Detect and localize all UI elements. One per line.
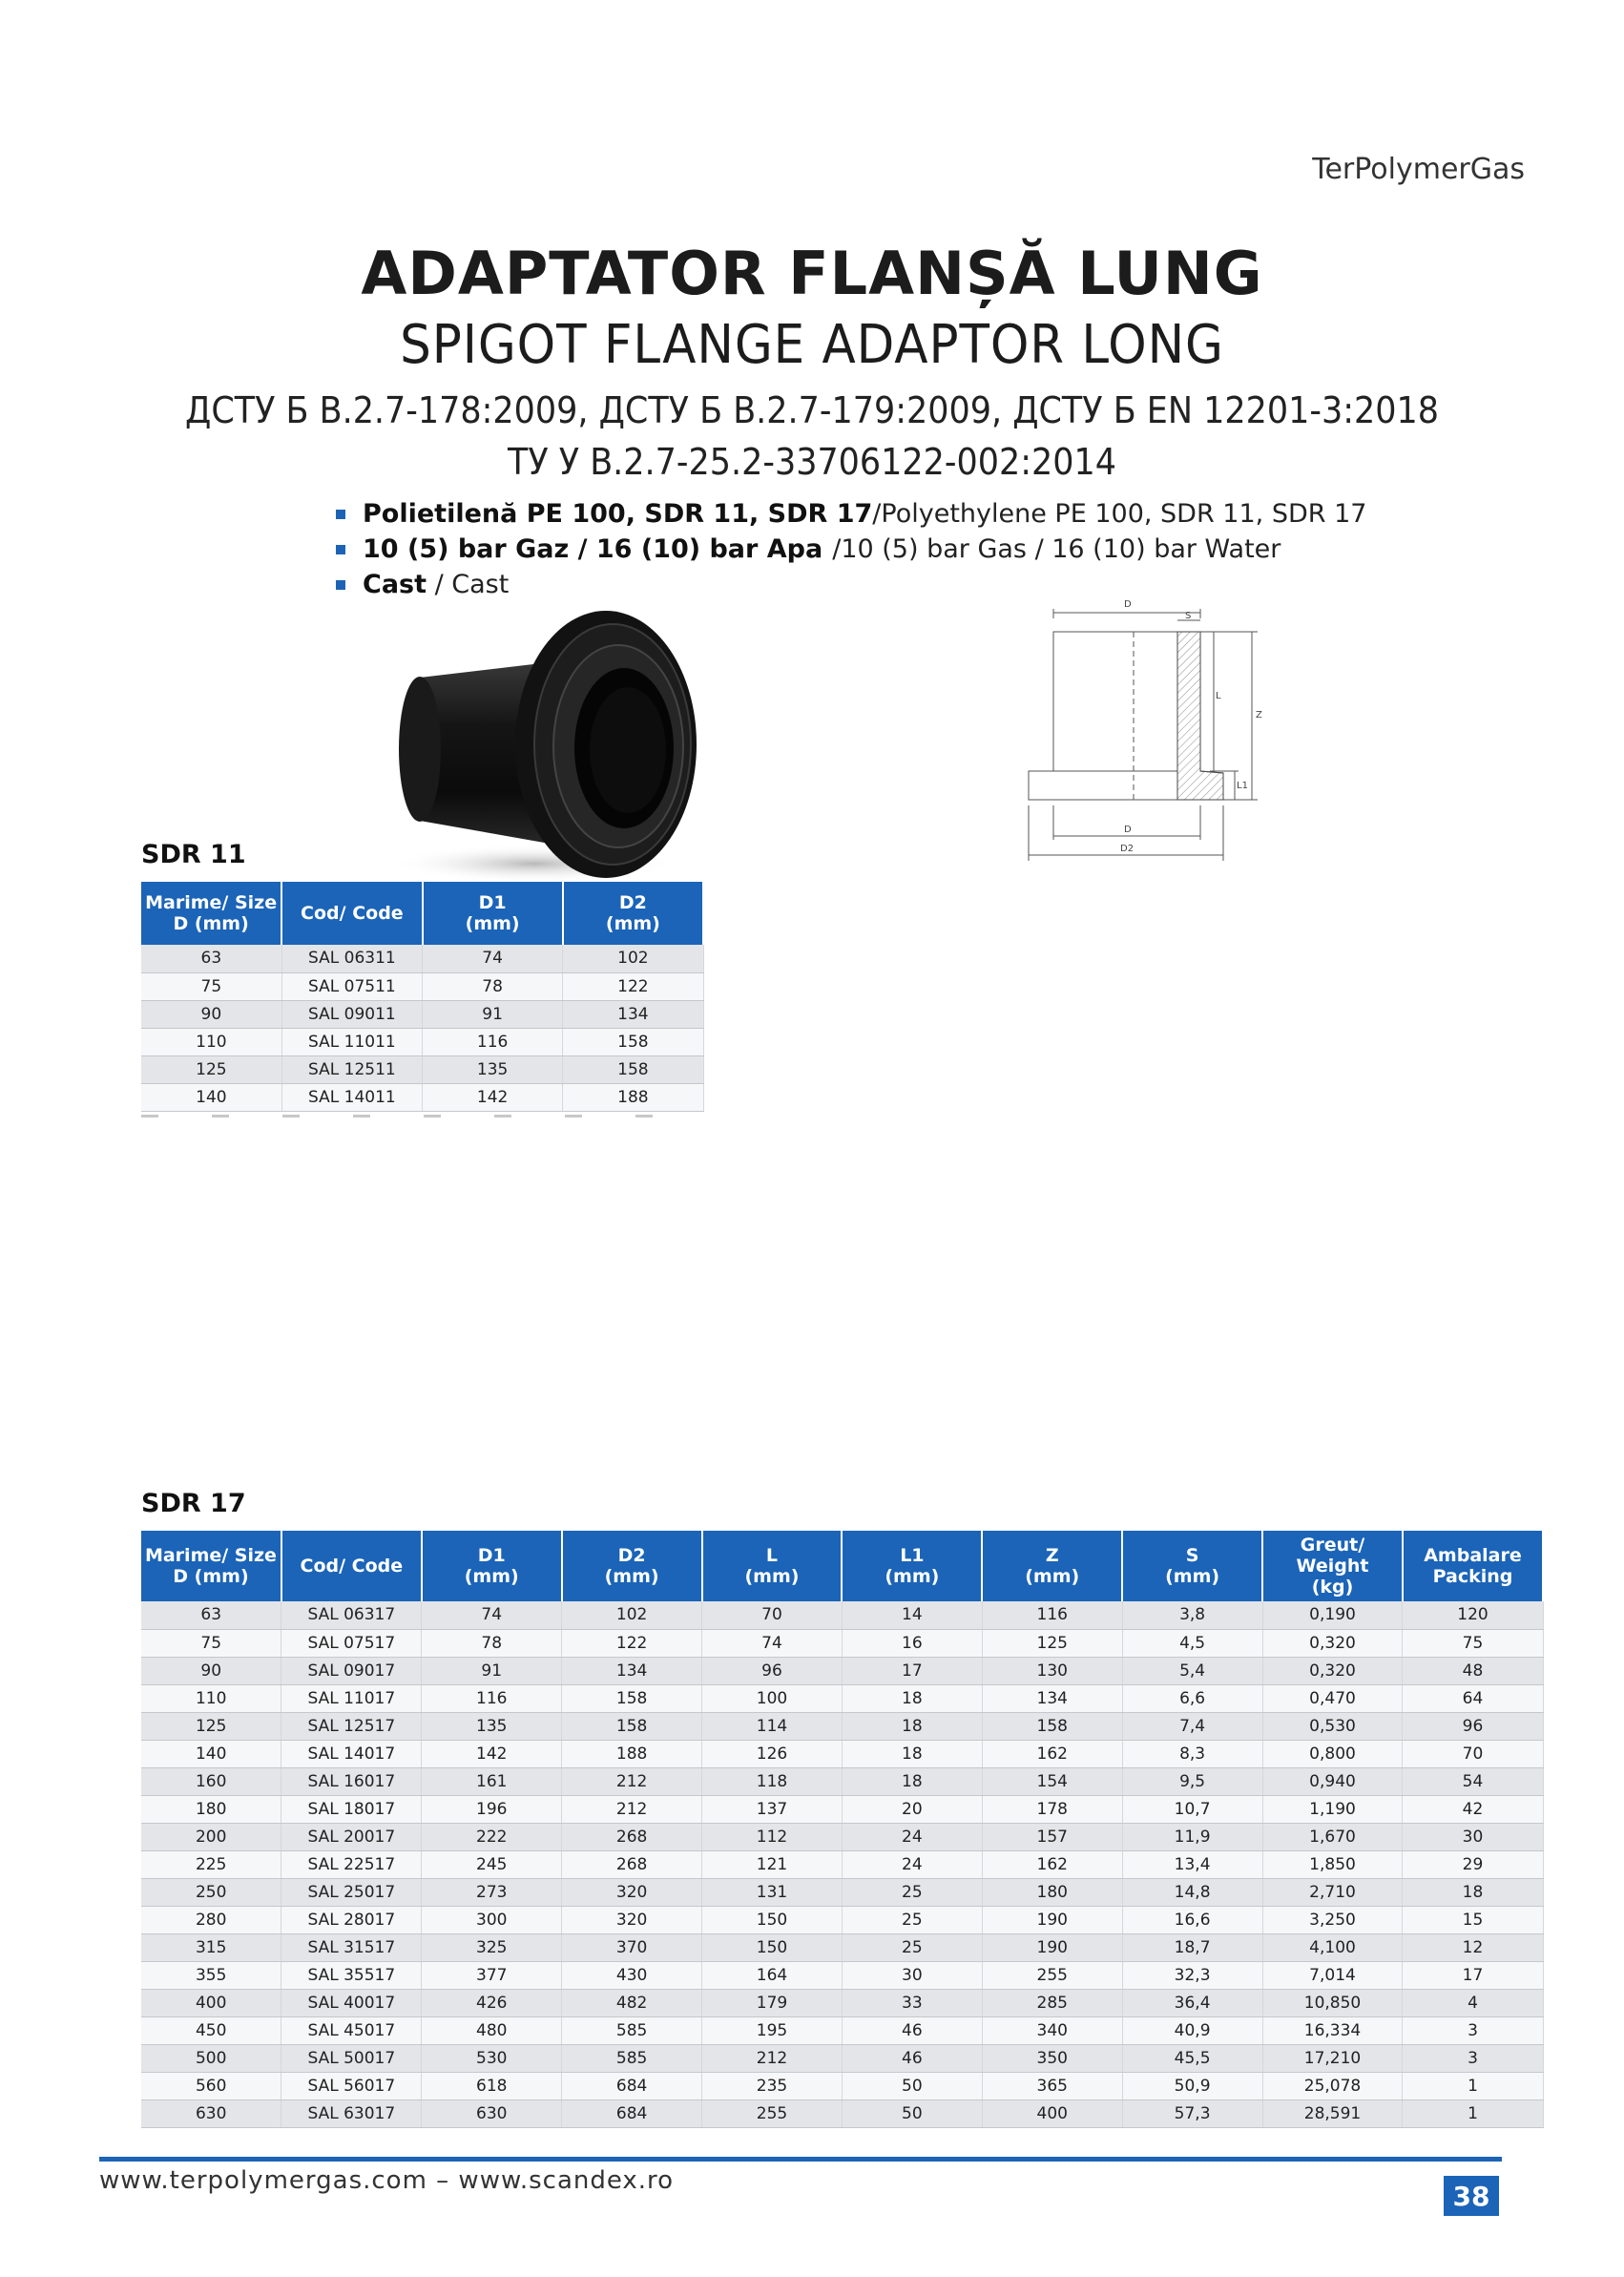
table-cell: 25,078 bbox=[1262, 2072, 1403, 2099]
table-cell: 355 bbox=[141, 1961, 281, 1989]
table-cell: 7,014 bbox=[1262, 1961, 1403, 1989]
table-cell: 320 bbox=[562, 1906, 702, 1933]
table-cell: 30 bbox=[1403, 1823, 1543, 1850]
table-cell: 46 bbox=[842, 2044, 982, 2072]
table-cell: 30 bbox=[842, 1961, 982, 1989]
table-cell: 74 bbox=[422, 1601, 562, 1629]
table-cell: 10,850 bbox=[1262, 1989, 1403, 2016]
table-cell: 162 bbox=[982, 1850, 1122, 1878]
table-cell: 3 bbox=[1403, 2016, 1543, 2044]
table-cell: 268 bbox=[562, 1850, 702, 1878]
feature-separator: / bbox=[832, 534, 842, 564]
col-header: D2 (mm) bbox=[563, 882, 703, 945]
dim-label-d2: D2 bbox=[1120, 844, 1135, 854]
table-cell: 24 bbox=[842, 1823, 982, 1850]
table-row bbox=[141, 972, 703, 1000]
table-cell: 57,3 bbox=[1122, 2099, 1262, 2127]
table-cell: 560 bbox=[141, 2072, 281, 2099]
table-cell: 0,530 bbox=[1262, 1712, 1403, 1740]
table-cell: 16,6 bbox=[1122, 1906, 1262, 1933]
table-cell: 190 bbox=[982, 1906, 1122, 1933]
table-cell: 158 bbox=[563, 1028, 703, 1055]
table-cell: 114 bbox=[702, 1712, 843, 1740]
table-cell: SAL 35517 bbox=[281, 1961, 422, 1989]
table-cell: 212 bbox=[562, 1795, 702, 1823]
table-cell: 430 bbox=[562, 1961, 702, 1989]
table-cell: 212 bbox=[702, 2044, 843, 2072]
dim-label-s: S bbox=[1185, 611, 1192, 621]
table-header-row bbox=[141, 1531, 1543, 1601]
table-cell: SAL 31517 bbox=[281, 1933, 422, 1961]
table-cell: SAL 12511 bbox=[281, 1055, 422, 1083]
table-cell: 190 bbox=[982, 1933, 1122, 1961]
table-cell: 116 bbox=[423, 1028, 563, 1055]
standards-line-1: ДСТУ Б В.2.7-178:2009, ДСТУ Б В.2.7-179:2009, ДСТУ Б EN 12201-3:2018 bbox=[185, 389, 1439, 431]
table-cell: 250 bbox=[141, 1878, 281, 1906]
title-block bbox=[0, 239, 1624, 483]
table-cell: 120 bbox=[1403, 1601, 1543, 1629]
table-cell: 13,4 bbox=[1122, 1850, 1262, 1878]
table-cutoff-line bbox=[141, 1115, 704, 1118]
table-cell: 90 bbox=[141, 1000, 281, 1028]
table-cell: 46 bbox=[842, 2016, 982, 2044]
table-cell: 150 bbox=[702, 1933, 843, 1961]
table-cell: 14,8 bbox=[1122, 1878, 1262, 1906]
table-cell: 280 bbox=[141, 1906, 281, 1933]
sdr11-table-body bbox=[141, 945, 703, 1111]
table-cell: 118 bbox=[702, 1767, 843, 1795]
table-cell: 102 bbox=[563, 945, 703, 972]
table-cell: 110 bbox=[141, 1028, 281, 1055]
table-cell: 1,190 bbox=[1262, 1795, 1403, 1823]
table-cell: SAL 56017 bbox=[281, 2072, 422, 2099]
table-cell: 75 bbox=[141, 1629, 281, 1657]
table-cell: 142 bbox=[423, 1083, 563, 1111]
table-cell: 140 bbox=[141, 1740, 281, 1767]
feature-bold: Cast bbox=[363, 570, 427, 599]
table-row bbox=[141, 1028, 703, 1055]
table-cell: 300 bbox=[422, 1906, 562, 1933]
table-cell: SAL 11017 bbox=[281, 1684, 422, 1712]
feature-bold: 10 (5) bar Gaz / 16 (10) bar Apa bbox=[363, 534, 823, 564]
table-row bbox=[141, 2016, 1543, 2044]
table-cell: 74 bbox=[702, 1629, 843, 1657]
table-cell: 0,190 bbox=[1262, 1601, 1403, 1629]
table-cell: 134 bbox=[563, 1000, 703, 1028]
table-cell: SAL 09011 bbox=[281, 1000, 422, 1028]
table-cell: 255 bbox=[702, 2099, 843, 2127]
table-cell: 370 bbox=[562, 1933, 702, 1961]
table-cell: SAL 50017 bbox=[281, 2044, 422, 2072]
table-cell: SAL 25017 bbox=[281, 1878, 422, 1906]
table-cell: 3,8 bbox=[1122, 1601, 1262, 1629]
table-cell: 0,800 bbox=[1262, 1740, 1403, 1767]
table-cell: 158 bbox=[563, 1055, 703, 1083]
table-cell: 25 bbox=[842, 1906, 982, 1933]
table-cell: SAL 16017 bbox=[281, 1767, 422, 1795]
col-header: L (mm) bbox=[702, 1531, 843, 1601]
table-cell: 131 bbox=[702, 1878, 843, 1906]
table-cell: 195 bbox=[702, 2016, 843, 2044]
table-row bbox=[141, 1629, 1543, 1657]
table-cell: 78 bbox=[422, 1629, 562, 1657]
table-cell: 18,7 bbox=[1122, 1933, 1262, 1961]
feature-item bbox=[336, 532, 1366, 567]
table-cell: 212 bbox=[562, 1767, 702, 1795]
table-cell: 530 bbox=[422, 2044, 562, 2072]
table-cell: 40,9 bbox=[1122, 2016, 1262, 2044]
table-cell: SAL 12517 bbox=[281, 1712, 422, 1740]
table-cell: 96 bbox=[702, 1657, 843, 1684]
table-cell: 91 bbox=[422, 1657, 562, 1684]
table-row bbox=[141, 2044, 1543, 2072]
sdr17-table-body bbox=[141, 1601, 1543, 2127]
table-row bbox=[141, 1906, 1543, 1933]
standards-line-2: ТУ У В.2.7-25.2-33706122-002:2014 bbox=[508, 441, 1116, 483]
table-cell: 18 bbox=[842, 1684, 982, 1712]
table-cell: 121 bbox=[702, 1850, 843, 1878]
feature-separator: / bbox=[872, 499, 882, 529]
footer-links: www.terpolymergas.com – www.scandex.ro bbox=[99, 2166, 675, 2195]
table-row bbox=[141, 1878, 1543, 1906]
table-row bbox=[141, 1684, 1543, 1712]
table-cell: 74 bbox=[423, 945, 563, 972]
table-cell: 684 bbox=[562, 2099, 702, 2127]
col-header: S (mm) bbox=[1122, 1531, 1262, 1601]
table-cell: 1,670 bbox=[1262, 1823, 1403, 1850]
table-cell: 110 bbox=[141, 1684, 281, 1712]
table-row bbox=[141, 1933, 1543, 1961]
table-cell: 268 bbox=[562, 1823, 702, 1850]
table-cell: 75 bbox=[141, 972, 281, 1000]
col-header: Z (mm) bbox=[982, 1531, 1122, 1601]
table-cell: 50 bbox=[842, 2099, 982, 2127]
table-cell: SAL 20017 bbox=[281, 1823, 422, 1850]
table-cell: 140 bbox=[141, 1083, 281, 1111]
table-cell: 29 bbox=[1403, 1850, 1543, 1878]
table-cell: 25 bbox=[842, 1933, 982, 1961]
table-cell: 426 bbox=[422, 1989, 562, 2016]
sdr17-heading: SDR 17 bbox=[141, 1489, 246, 1518]
dim-label-z: Z bbox=[1256, 710, 1262, 721]
table-cell: 158 bbox=[982, 1712, 1122, 1740]
table-cell: 63 bbox=[141, 1601, 281, 1629]
table-row bbox=[141, 1989, 1543, 2016]
technical-drawing bbox=[1019, 584, 1282, 861]
col-header: D2 (mm) bbox=[562, 1531, 702, 1601]
table-cell: 0,320 bbox=[1262, 1657, 1403, 1684]
table-cell: SAL 45017 bbox=[281, 2016, 422, 2044]
table-cell: 164 bbox=[702, 1961, 843, 1989]
table-cell: 18 bbox=[842, 1767, 982, 1795]
page-number: 38 bbox=[1444, 2176, 1499, 2216]
bullet-square-icon bbox=[336, 545, 345, 554]
table-cell: 630 bbox=[422, 2099, 562, 2127]
table-cell: 112 bbox=[702, 1823, 843, 1850]
table-cell: 1,850 bbox=[1262, 1850, 1403, 1878]
table-cell: 15 bbox=[1403, 1906, 1543, 1933]
table-cell: 18 bbox=[842, 1740, 982, 1767]
table-cell: 125 bbox=[141, 1055, 281, 1083]
table-cell: 630 bbox=[141, 2099, 281, 2127]
table-cell: 4,100 bbox=[1262, 1933, 1403, 1961]
table-cell: 158 bbox=[562, 1712, 702, 1740]
table-cell: 7,4 bbox=[1122, 1712, 1262, 1740]
table-cell: 150 bbox=[702, 1906, 843, 1933]
table-cell: SAL 28017 bbox=[281, 1906, 422, 1933]
feature-bold: Polietilenă PE 100, SDR 11, SDR 17 bbox=[363, 499, 873, 529]
table-row bbox=[141, 1712, 1543, 1740]
table-cell: 33 bbox=[842, 1989, 982, 2016]
table-cell: 480 bbox=[422, 2016, 562, 2044]
table-cell: 618 bbox=[422, 2072, 562, 2099]
table-cell: 17,210 bbox=[1262, 2044, 1403, 2072]
table-cell: 160 bbox=[141, 1767, 281, 1795]
table-cell: SAL 07511 bbox=[281, 972, 422, 1000]
table-cell: 91 bbox=[423, 1000, 563, 1028]
brand-name: TerPolymerGas bbox=[1312, 153, 1525, 186]
table-cell: 400 bbox=[982, 2099, 1122, 2127]
table-cell: 325 bbox=[422, 1933, 562, 1961]
dim-label-d: D bbox=[1124, 599, 1132, 610]
table-cell: 158 bbox=[562, 1684, 702, 1712]
table-row bbox=[141, 945, 703, 972]
bullet-square-icon bbox=[336, 510, 345, 519]
table-cell: 25 bbox=[842, 1878, 982, 1906]
table-cell: SAL 18017 bbox=[281, 1795, 422, 1823]
table-cell: 63 bbox=[141, 945, 281, 972]
col-header: L1 (mm) bbox=[842, 1531, 982, 1601]
table-cell: 78 bbox=[423, 972, 563, 1000]
table-cell: SAL 06311 bbox=[281, 945, 422, 972]
table-cell: 10,7 bbox=[1122, 1795, 1262, 1823]
table-cell: 400 bbox=[141, 1989, 281, 2016]
table-cell: 100 bbox=[702, 1684, 843, 1712]
table-cell: 5,4 bbox=[1122, 1657, 1262, 1684]
table-cell: 320 bbox=[562, 1878, 702, 1906]
table-cell: 450 bbox=[141, 2016, 281, 2044]
table-cell: 2,710 bbox=[1262, 1878, 1403, 1906]
col-header: Ambalare Packing bbox=[1403, 1531, 1543, 1601]
table-row bbox=[141, 2072, 1543, 2099]
table-cell: 75 bbox=[1403, 1629, 1543, 1657]
table-cell: 315 bbox=[141, 1933, 281, 1961]
sdr11-table bbox=[141, 882, 704, 1112]
table-cell: 45,5 bbox=[1122, 2044, 1262, 2072]
table-row bbox=[141, 2099, 1543, 2127]
table-cell: SAL 22517 bbox=[281, 1850, 422, 1878]
table-row bbox=[141, 1083, 703, 1111]
table-cell: SAL 11011 bbox=[281, 1028, 422, 1055]
title-romanian: ADAPTATOR FLANȘĂ LUNG bbox=[361, 239, 1263, 308]
table-cell: 102 bbox=[562, 1601, 702, 1629]
col-header: Marime/ Size D (mm) bbox=[141, 882, 281, 945]
table-row bbox=[141, 1850, 1543, 1878]
table-cell: 36,4 bbox=[1122, 1989, 1262, 2016]
table-cell: 122 bbox=[562, 1629, 702, 1657]
product-photo bbox=[391, 601, 706, 888]
table-cell: 482 bbox=[562, 1989, 702, 2016]
table-cell: 273 bbox=[422, 1878, 562, 1906]
table-cell: 20 bbox=[842, 1795, 982, 1823]
table-cell: 178 bbox=[982, 1795, 1122, 1823]
table-cell: 3 bbox=[1403, 2044, 1543, 2072]
dim-label-d-inner: D bbox=[1124, 825, 1132, 835]
table-cell: 161 bbox=[422, 1767, 562, 1795]
table-cell: 1 bbox=[1403, 2099, 1543, 2127]
table-row bbox=[141, 1000, 703, 1028]
table-cell: 54 bbox=[1403, 1767, 1543, 1795]
table-cell: 18 bbox=[1403, 1878, 1543, 1906]
table-cell: 14 bbox=[842, 1601, 982, 1629]
col-header: Cod/ Code bbox=[281, 1531, 422, 1601]
table-cell: 340 bbox=[982, 2016, 1122, 2044]
table-cell: 48 bbox=[1403, 1657, 1543, 1684]
table-cell: 255 bbox=[982, 1961, 1122, 1989]
table-cell: 50 bbox=[842, 2072, 982, 2099]
table-cell: 180 bbox=[982, 1878, 1122, 1906]
table-row bbox=[141, 1823, 1543, 1850]
table-cell: 16,334 bbox=[1262, 2016, 1403, 2044]
title-english: SPIGOT FLANGE ADAPTOR LONG bbox=[400, 314, 1224, 376]
table-cell: 70 bbox=[1403, 1740, 1543, 1767]
table-cell: 24 bbox=[842, 1850, 982, 1878]
table-cell: SAL 14011 bbox=[281, 1083, 422, 1111]
table-cell: 350 bbox=[982, 2044, 1122, 2072]
table-cell: 126 bbox=[702, 1740, 843, 1767]
table-cell: 222 bbox=[422, 1823, 562, 1850]
table-cell: 125 bbox=[141, 1712, 281, 1740]
table-cell: 116 bbox=[982, 1601, 1122, 1629]
table-cell: 70 bbox=[702, 1601, 843, 1629]
table-cell: 42 bbox=[1403, 1795, 1543, 1823]
table-cell: 225 bbox=[141, 1850, 281, 1878]
col-header: Marime/ Size D (mm) bbox=[141, 1531, 281, 1601]
table-cell: 1 bbox=[1403, 2072, 1543, 2099]
table-cell: 135 bbox=[423, 1055, 563, 1083]
dim-label-l: L bbox=[1216, 691, 1221, 701]
table-cell: 90 bbox=[141, 1657, 281, 1684]
table-cell: 134 bbox=[982, 1684, 1122, 1712]
table-cell: 365 bbox=[982, 2072, 1122, 2099]
col-header: D1 (mm) bbox=[422, 1531, 562, 1601]
table-cell: 154 bbox=[982, 1767, 1122, 1795]
table-cell: 18 bbox=[842, 1712, 982, 1740]
table-cell: 134 bbox=[562, 1657, 702, 1684]
table-cell: 125 bbox=[982, 1629, 1122, 1657]
table-cell: 17 bbox=[1403, 1961, 1543, 1989]
table-cell: 188 bbox=[562, 1740, 702, 1767]
table-cell: SAL 40017 bbox=[281, 1989, 422, 2016]
table-cell: 180 bbox=[141, 1795, 281, 1823]
table-cell: SAL 07517 bbox=[281, 1629, 422, 1657]
table-cell: 4,5 bbox=[1122, 1629, 1262, 1657]
col-header: D1 (mm) bbox=[423, 882, 563, 945]
table-cell: 130 bbox=[982, 1657, 1122, 1684]
col-header: Cod/ Code bbox=[281, 882, 422, 945]
col-header: Greut/ Weight (kg) bbox=[1262, 1531, 1403, 1601]
table-row bbox=[141, 1740, 1543, 1767]
table-row bbox=[141, 1795, 1543, 1823]
table-cell: 6,6 bbox=[1122, 1684, 1262, 1712]
table-cell: 0,940 bbox=[1262, 1767, 1403, 1795]
dim-label-l1: L1 bbox=[1237, 781, 1248, 791]
table-cell: 188 bbox=[563, 1083, 703, 1111]
table-cell: 28,591 bbox=[1262, 2099, 1403, 2127]
table-cell: 50,9 bbox=[1122, 2072, 1262, 2099]
table-cell: 4 bbox=[1403, 1989, 1543, 2016]
table-cell: 157 bbox=[982, 1823, 1122, 1850]
table-cell: 684 bbox=[562, 2072, 702, 2099]
table-cell: 9,5 bbox=[1122, 1767, 1262, 1795]
table-cell: 135 bbox=[422, 1712, 562, 1740]
table-cell: 11,9 bbox=[1122, 1823, 1262, 1850]
table-row bbox=[141, 1767, 1543, 1795]
table-cell: 179 bbox=[702, 1989, 843, 2016]
table-cell: 32,3 bbox=[1122, 1961, 1262, 1989]
table-cell: 285 bbox=[982, 1989, 1122, 2016]
table-cell: 8,3 bbox=[1122, 1740, 1262, 1767]
table-cell: 16 bbox=[842, 1629, 982, 1657]
table-cell: 377 bbox=[422, 1961, 562, 1989]
table-cell: 196 bbox=[422, 1795, 562, 1823]
table-cell: 116 bbox=[422, 1684, 562, 1712]
table-cell: 162 bbox=[982, 1740, 1122, 1767]
feature-translation: Cast bbox=[451, 570, 510, 599]
table-row bbox=[141, 1657, 1543, 1684]
feature-translation: Polyethylene PE 100, SDR 11, SDR 17 bbox=[881, 499, 1367, 529]
table-cell: 122 bbox=[563, 972, 703, 1000]
feature-separator: / bbox=[427, 570, 452, 599]
table-cell: SAL 63017 bbox=[281, 2099, 422, 2127]
table-cell: 3,250 bbox=[1262, 1906, 1403, 1933]
table-cell: 64 bbox=[1403, 1684, 1543, 1712]
table-header-row bbox=[141, 882, 703, 945]
table-cell: 12 bbox=[1403, 1933, 1543, 1961]
footer-rule bbox=[99, 2157, 1502, 2162]
table-cell: 137 bbox=[702, 1795, 843, 1823]
feature-item bbox=[336, 496, 1366, 532]
sdr11-heading: SDR 11 bbox=[141, 840, 246, 869]
table-row bbox=[141, 1055, 703, 1083]
table-row bbox=[141, 1961, 1543, 1989]
table-cell: 235 bbox=[702, 2072, 843, 2099]
table-cell: 245 bbox=[422, 1850, 562, 1878]
table-cell: 96 bbox=[1403, 1712, 1543, 1740]
table-cell: 200 bbox=[141, 1823, 281, 1850]
table-cell: SAL 09017 bbox=[281, 1657, 422, 1684]
table-cell: 142 bbox=[422, 1740, 562, 1767]
table-cell: 500 bbox=[141, 2044, 281, 2072]
table-row bbox=[141, 1601, 1543, 1629]
feature-translation: 10 (5) bar Gas / 16 (10) bar Water bbox=[841, 534, 1281, 564]
table-cell: 0,320 bbox=[1262, 1629, 1403, 1657]
table-cell: SAL 14017 bbox=[281, 1740, 422, 1767]
table-cell: 585 bbox=[562, 2044, 702, 2072]
table-cell: 0,470 bbox=[1262, 1684, 1403, 1712]
bullet-square-icon bbox=[336, 580, 345, 590]
sdr17-table bbox=[141, 1531, 1544, 2128]
table-cell: 585 bbox=[562, 2016, 702, 2044]
table-cell: SAL 06317 bbox=[281, 1601, 422, 1629]
table-cell: 17 bbox=[842, 1657, 982, 1684]
